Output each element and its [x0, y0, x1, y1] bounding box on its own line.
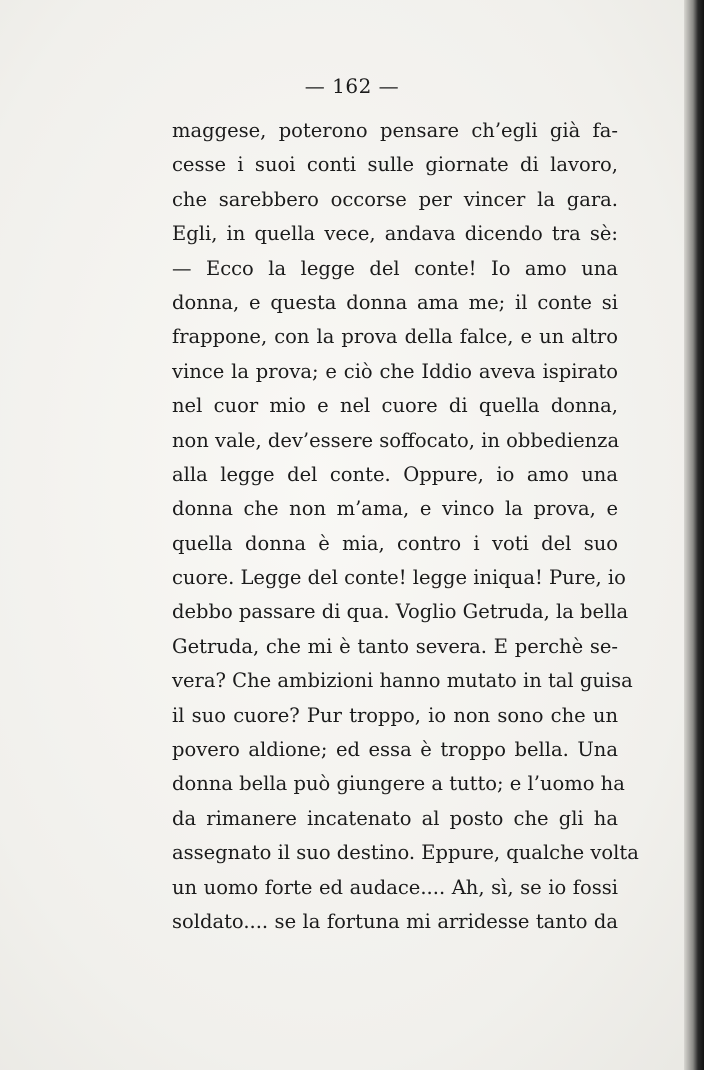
text-line: il suo cuore? Pur troppo, io non sono che un — [172, 703, 618, 727]
text-line: cuore. Legge del conte! legge iniqua! Pure, io — [172, 566, 626, 590]
text-line: che sarebbero occorse per vincer la gara. — [172, 187, 618, 211]
text-line: vince la prova; e ciò che Iddio aveva ispirato — [172, 359, 618, 383]
text-line: vera? Che ambizioni hanno mutato in tal guisa — [172, 669, 633, 693]
text-line: quella donna è mia, contro i voti del suo — [172, 531, 618, 555]
text-line: cesse i suoi conti sulle giornate di lavoro, — [172, 153, 618, 177]
page-number: — 162 — — [304, 74, 400, 98]
text-line: soldato.... se la fortuna mi arridesse tanto da — [172, 909, 618, 933]
text-line: povero aldione; ed essa è troppo bella. Una — [172, 738, 618, 762]
text-line: donna, e questa donna ama me; il conte si — [172, 290, 618, 314]
text-line: alla legge del conte. Oppure, io amo una — [172, 462, 618, 486]
text-line: da rimanere incatenato al posto che gli ha — [172, 806, 618, 830]
text-line: debbo passare di qua. Voglio Getruda, la bella — [172, 600, 629, 624]
text-line: donna bella può giungere a tutto; e l’uomo ha — [172, 772, 625, 796]
text-line: assegnato il suo destino. Eppure, qualche volta — [172, 841, 639, 865]
text-line: nel cuor mio e nel cuore di quella donna, — [172, 394, 618, 418]
text-line: maggese, poterono pensare ch’egli già fa- — [172, 119, 618, 142]
text-line: non vale, dev’essere soffocato, in obbedienza — [172, 428, 620, 452]
text-line: donna che non m’ama, e vinco la prova, e — [172, 497, 618, 521]
text-line: Getruda, che mi è tanto severa. E perchè se- — [172, 634, 618, 658]
page-binding-edge — [684, 0, 704, 1070]
text-line: Egli, in quella vece, andava dicendo tra sè: — [172, 222, 618, 246]
text-line: un uomo forte ed audace.... Ah, sì, se io fossi — [172, 875, 618, 899]
text-line: — Ecco la legge del conte! Io amo una — [172, 256, 618, 280]
text-line: frappone, con la prova della falce, e un altro — [172, 325, 618, 349]
body-text — [172, 114, 639, 939]
